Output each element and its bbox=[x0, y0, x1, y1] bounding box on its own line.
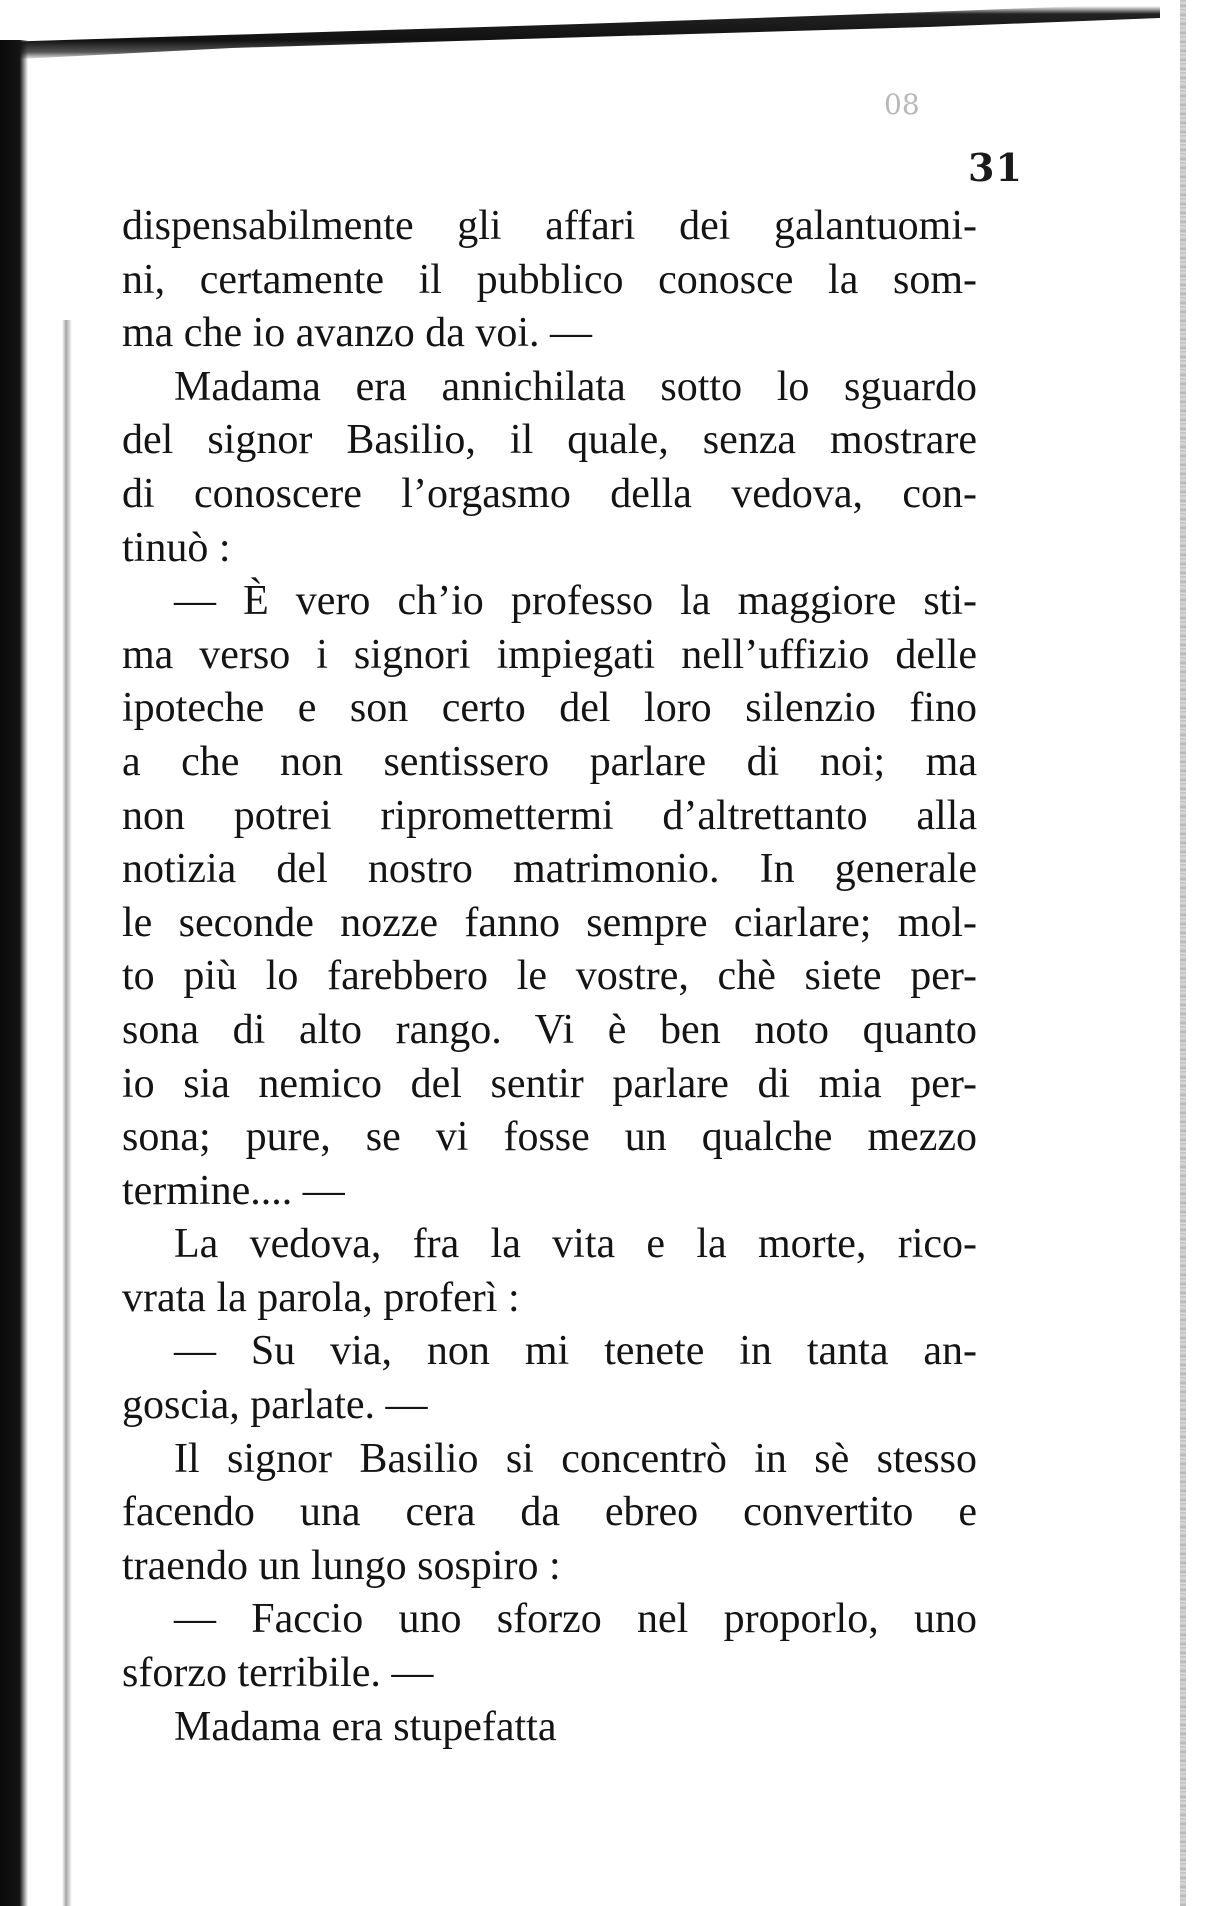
text-line: del signor Basilio, il quale, senza mostrare bbox=[122, 417, 977, 464]
text-line: ma che io avanzo da voi. — bbox=[122, 310, 592, 357]
text-line: traendo un lungo sospiro : bbox=[122, 1542, 561, 1589]
text-line: tinuò : bbox=[122, 524, 231, 571]
text-line: goscia, parlate. — bbox=[122, 1382, 428, 1429]
text-line: vrata la parola, proferì : bbox=[122, 1274, 520, 1321]
text-line: Madama era stupefatta bbox=[174, 1703, 557, 1750]
text-line: ni, certamente il pubblico conosce la som- bbox=[122, 256, 977, 303]
scan-edge-left bbox=[0, 40, 28, 1906]
text-line: La vedova, fra la vita e la morte, rico- bbox=[174, 1221, 977, 1268]
text-line: non potrei ripromettermi d’altrettanto alla bbox=[122, 792, 977, 839]
bleed-through-page-number: 08 bbox=[884, 88, 920, 121]
page-number: 31 bbox=[968, 145, 1023, 190]
text-line: Il signor Basilio si concentrò in sè stesso bbox=[174, 1435, 977, 1482]
text-line: le seconde nozze fanno sempre ciarlare; mol- bbox=[122, 899, 977, 946]
text-line: — È vero ch’io professo la maggiore sti- bbox=[174, 578, 977, 625]
text-line: to più lo farebbero le vostre, chè siete per- bbox=[122, 953, 977, 1000]
text-line: a che non sentissero parlare di noi; ma bbox=[122, 738, 977, 785]
text-line: di conoscere l’orgasmo della vedova, con- bbox=[122, 470, 977, 517]
text-line: sforzo terribile. — bbox=[122, 1650, 434, 1697]
body-text bbox=[122, 200, 977, 1754]
text-line: — Faccio uno sforzo nel proporlo, uno bbox=[174, 1596, 977, 1643]
text-line: sona; pure, se vi fosse un qualche mezzo bbox=[122, 1114, 977, 1161]
text-line: termine.... — bbox=[122, 1167, 345, 1214]
text-line: notizia del nostro matrimonio. In generale bbox=[122, 846, 977, 893]
text-line: — Su via, non mi tenete in tanta an- bbox=[174, 1328, 977, 1375]
text-line: ma verso i signori impiegati nell’uffizio delle bbox=[122, 631, 977, 678]
text-line: io sia nemico del sentir parlare di mia per- bbox=[122, 1060, 977, 1107]
scan-edge-top bbox=[0, 0, 1160, 60]
scan-edge-right bbox=[1180, 0, 1186, 1906]
text-line: ipoteche e son certo del loro silenzio fino bbox=[122, 685, 977, 732]
text-line: facendo una cera da ebreo convertito e bbox=[122, 1489, 977, 1536]
text-line: Madama era annichilata sotto lo sguardo bbox=[174, 363, 977, 410]
text-line: sona di alto rango. Vi è ben noto quanto bbox=[122, 1006, 977, 1053]
text-line: dispensabilmente gli affari dei galantuomi- bbox=[122, 203, 977, 249]
scan-gutter-shadow bbox=[62, 320, 72, 1906]
